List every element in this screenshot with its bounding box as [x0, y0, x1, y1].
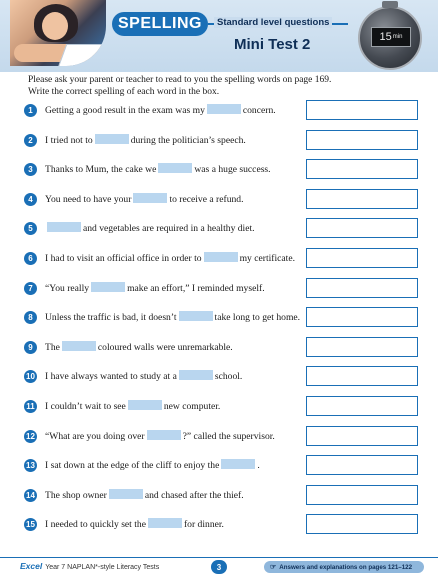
question-sentence — [45, 370, 305, 383]
question-number: 9 — [24, 341, 37, 354]
word-blank — [179, 370, 213, 380]
sentence-after: coloured walls were unremarkable. — [97, 341, 233, 353]
sentence-after: . — [257, 460, 260, 472]
word-blank — [179, 311, 213, 321]
sentence-before: I had to visit an official office in order to — [45, 253, 202, 264]
answer-box[interactable] — [306, 396, 418, 416]
question-sentence — [45, 341, 305, 354]
student-photo — [10, 0, 106, 66]
sentence-after: concern. — [242, 105, 276, 116]
word-blank — [221, 459, 255, 469]
question-number: 4 — [24, 193, 37, 206]
question-row — [24, 455, 424, 477]
word-blank — [95, 134, 129, 144]
question-number: 2 — [24, 134, 37, 147]
timer-unit: min — [392, 34, 403, 40]
book-title: Year 7 NAPLAN*-style Literacy Tests — [45, 564, 160, 571]
sentence-before: Thanks to Mum, the cake we — [45, 164, 157, 176]
question-sentence — [45, 489, 305, 502]
question-sentence — [45, 104, 305, 117]
level-label: Standard level questions — [214, 17, 332, 28]
brand-logo: Excel — [20, 561, 43, 571]
question-number: 12 — [24, 430, 37, 443]
sentence-after: for dinner. — [183, 519, 224, 531]
sentence-after: make an effort,” I reminded myself. — [127, 282, 265, 294]
sentence-after: take long to get home. — [214, 312, 301, 324]
question-number: 1 — [24, 104, 37, 117]
question-sentence — [45, 311, 305, 324]
sentence-after: and vegetables are required in a healthy diet. — [83, 223, 255, 235]
answer-box[interactable] — [306, 337, 418, 357]
sentence-before: I tried not to — [45, 134, 93, 146]
question-number: 13 — [24, 459, 37, 472]
answer-box[interactable] — [306, 218, 418, 238]
timer-value: 15 — [379, 31, 392, 43]
stopwatch-knob — [382, 1, 398, 8]
question-sentence — [45, 430, 305, 443]
answer-box[interactable] — [306, 248, 418, 268]
answer-box[interactable] — [306, 100, 418, 120]
sentence-after: and chased after the thief. — [144, 489, 244, 501]
answer-box[interactable] — [306, 485, 418, 505]
page-number: 3 — [211, 560, 227, 574]
test-title: Mini Test 2 — [234, 36, 311, 53]
instructions-line-2: Write the correct spelling of each word in the box. — [28, 87, 220, 97]
question-row — [24, 307, 424, 329]
section-title: SPELLING — [112, 12, 208, 36]
question-number: 3 — [24, 163, 37, 176]
question-row — [24, 278, 424, 300]
question-sentence — [45, 518, 305, 531]
question-sentence — [45, 252, 305, 265]
answers-reference-text: Answers and explanations on pages 121–122 — [279, 563, 413, 571]
sentence-after: new computer. — [163, 401, 221, 412]
question-number: 11 — [24, 400, 37, 413]
sentence-before: The shop owner — [45, 489, 107, 501]
question-sentence — [45, 222, 305, 235]
sentence-before: I sat down at the edge of the cliff to enjoy the — [45, 460, 220, 472]
word-blank — [62, 341, 96, 351]
pointing-hand-icon: ☞ — [270, 564, 277, 571]
question-number: 8 — [24, 311, 37, 324]
question-sentence — [45, 193, 305, 206]
sentence-before: I couldn’t wait to see — [45, 401, 126, 412]
question-number: 15 — [24, 518, 37, 531]
sentence-after: was a huge success. — [194, 164, 271, 176]
question-sentence — [45, 163, 305, 176]
sentence-after: my certificate. — [239, 253, 295, 264]
sentence-before: The — [45, 341, 60, 353]
answer-box[interactable] — [306, 189, 418, 209]
question-row — [24, 426, 424, 448]
question-sentence — [45, 459, 305, 472]
word-blank — [109, 489, 143, 499]
sentence-before: “What are you doing over — [45, 430, 145, 442]
question-number: 7 — [24, 282, 37, 295]
question-row — [24, 100, 424, 122]
answer-box[interactable] — [306, 130, 418, 150]
footer-brand — [20, 561, 159, 571]
timer-display — [371, 27, 411, 47]
sentence-before: You need to have your — [45, 193, 132, 205]
question-number: 14 — [24, 489, 37, 502]
question-number: 6 — [24, 252, 37, 265]
question-sentence — [45, 134, 305, 147]
photo-face — [42, 12, 68, 40]
footer-rule — [0, 557, 438, 558]
question-row — [24, 189, 424, 211]
sentence-before: I have always wanted to study at a — [45, 371, 177, 383]
question-number: 5 — [24, 222, 37, 235]
sentence-after: ?” called the supervisor. — [182, 430, 275, 442]
question-row — [24, 337, 424, 359]
photo-book — [58, 44, 106, 66]
word-blank — [158, 163, 192, 173]
word-blank — [133, 193, 167, 203]
question-row — [24, 218, 424, 240]
sentence-before: Unless the traffic is bad, it doesn’t — [45, 312, 177, 324]
question-row — [24, 130, 424, 152]
word-blank — [47, 222, 81, 232]
question-row — [24, 396, 424, 418]
question-row — [24, 248, 424, 270]
sentence-before: I needed to quickly set the — [45, 519, 146, 531]
question-row — [24, 366, 424, 388]
question-sentence — [45, 282, 305, 295]
sentence-after: school. — [214, 371, 243, 383]
answer-box[interactable] — [306, 278, 418, 298]
question-row — [24, 514, 424, 536]
sentence-before: Getting a good result in the exam was my — [45, 105, 205, 116]
word-blank — [91, 282, 125, 292]
question-row — [24, 485, 424, 507]
answer-box[interactable] — [306, 366, 418, 386]
answer-box[interactable] — [306, 426, 418, 446]
word-blank — [204, 252, 238, 262]
question-sentence — [45, 400, 305, 413]
answer-box[interactable] — [306, 159, 418, 179]
question-row — [24, 159, 424, 181]
answer-box[interactable] — [306, 455, 418, 475]
sentence-before: “You really — [45, 282, 90, 294]
answers-reference[interactable] — [264, 561, 424, 573]
instructions — [28, 74, 428, 98]
answer-box[interactable] — [306, 307, 418, 327]
answer-box[interactable] — [306, 514, 418, 534]
word-blank — [128, 400, 162, 410]
stopwatch-icon — [358, 6, 422, 70]
sentence-after: during the politician’s speech. — [130, 134, 246, 146]
instructions-line-1: Please ask your parent or teacher to read to you the spelling words on page 169. — [28, 75, 332, 85]
word-blank — [148, 518, 182, 528]
word-blank — [207, 104, 241, 114]
question-number: 10 — [24, 370, 37, 383]
sentence-after: to receive a refund. — [169, 193, 244, 205]
word-blank — [147, 430, 181, 440]
